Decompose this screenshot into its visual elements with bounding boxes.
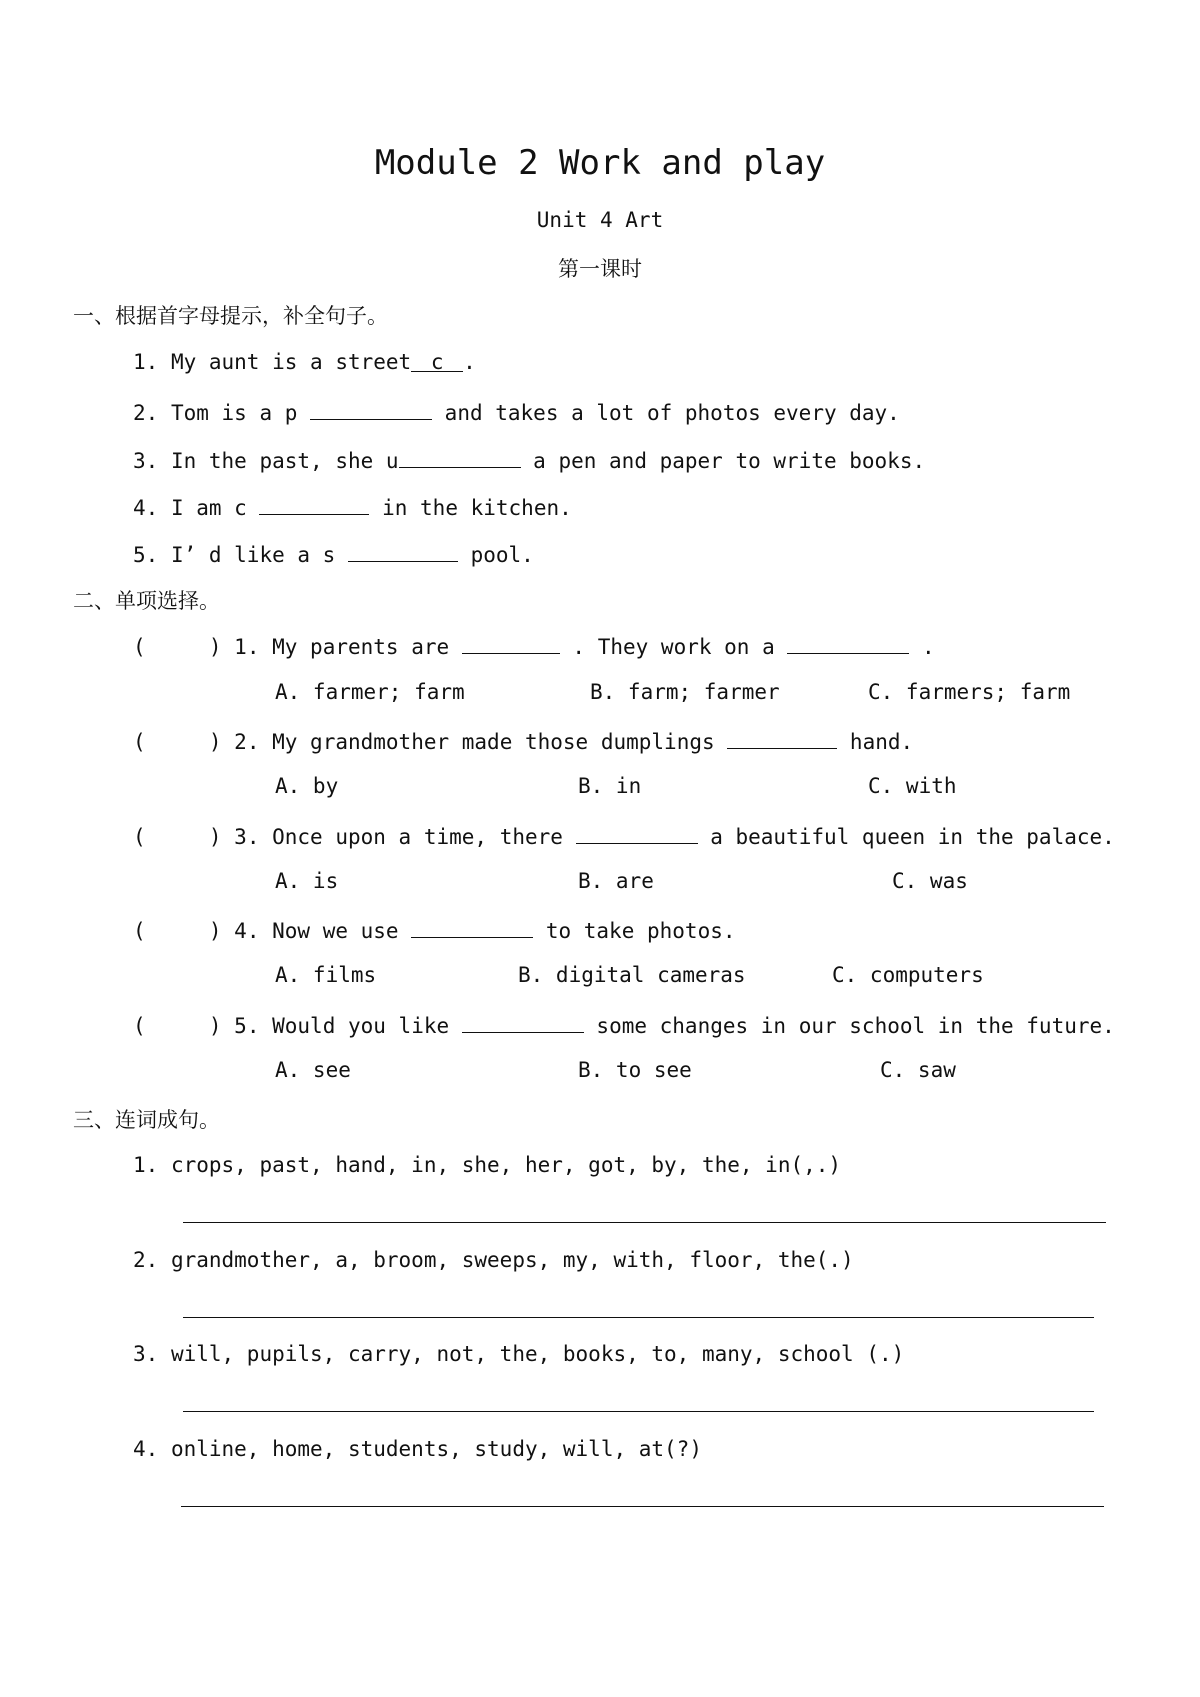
s2-question-4 xyxy=(133,916,736,943)
answer-parens[interactable]: ( ) xyxy=(133,635,222,659)
option-c[interactable]: C. computers xyxy=(832,963,984,987)
option-c[interactable]: C. saw xyxy=(880,1058,956,1082)
item-text: My aunt is a street xyxy=(170,350,412,374)
option-c[interactable]: C. was xyxy=(892,869,968,893)
section1-heading: 一、根据首字母提示，补全句子。 xyxy=(73,304,388,328)
option-b[interactable]: B. are xyxy=(578,869,654,893)
s1-item-2 xyxy=(133,398,900,425)
item-number: 4. xyxy=(234,919,260,943)
item-text: . xyxy=(463,350,476,374)
option-b[interactable]: B. in xyxy=(578,774,642,798)
answer-line[interactable] xyxy=(183,1222,1106,1223)
s3-item-1 xyxy=(133,1153,841,1177)
answer-parens[interactable]: ( ) xyxy=(133,1014,222,1038)
item-number: 3. xyxy=(133,449,159,473)
answer-blank[interactable] xyxy=(462,1011,584,1033)
question-text: some changes in our school in the future. xyxy=(583,1014,1115,1038)
option-a[interactable]: A. by xyxy=(275,774,339,798)
answer-blank[interactable] xyxy=(399,446,521,468)
item-number: 3. xyxy=(133,1342,159,1366)
question-text: a beautiful queen in the palace. xyxy=(697,825,1115,849)
word-list: will, pupils, carry, not, the, books, to, many, school (.) xyxy=(170,1342,905,1366)
section3-heading: 三、连词成句。 xyxy=(73,1108,220,1132)
question-text: hand. xyxy=(837,730,914,754)
answer-line[interactable] xyxy=(181,1506,1104,1507)
s2-question-2 xyxy=(133,727,913,754)
page-title: Module 2 Work and play xyxy=(374,143,826,183)
item-text: and takes a lot of photos every day. xyxy=(432,401,900,425)
question-text: . xyxy=(909,635,935,659)
item-text: pool. xyxy=(457,543,534,567)
item-number: 2. xyxy=(133,1248,159,1272)
option-c[interactable]: C. farmers; farm xyxy=(868,680,1071,704)
answer-blank[interactable] xyxy=(411,916,533,938)
item-number: 2. xyxy=(133,401,159,425)
question-text: Would you like xyxy=(272,1014,462,1038)
answer-parens[interactable]: ( ) xyxy=(133,730,222,754)
s1-item-3 xyxy=(133,446,925,473)
item-number: 2. xyxy=(234,730,260,754)
option-c[interactable]: C. with xyxy=(868,774,957,798)
s2-question-3 xyxy=(133,822,1115,849)
answer-blank[interactable] xyxy=(348,540,458,562)
item-text: I am c xyxy=(170,496,260,520)
answer-blank[interactable] xyxy=(259,493,369,515)
s3-item-2 xyxy=(133,1248,854,1272)
item-number: 1. xyxy=(133,350,159,374)
answer-parens[interactable]: ( ) xyxy=(133,825,222,849)
item-text: Tom is a p xyxy=(170,401,311,425)
question-text: Now we use xyxy=(272,919,412,943)
section2-heading: 二、单项选择。 xyxy=(73,589,220,613)
answer-line[interactable] xyxy=(183,1411,1094,1412)
s2-question-1 xyxy=(133,632,935,659)
item-number: 5. xyxy=(133,543,159,567)
answer-line[interactable] xyxy=(183,1317,1094,1318)
answer-blank[interactable] xyxy=(576,822,698,844)
s3-item-3 xyxy=(133,1342,904,1366)
item-number: 4. xyxy=(133,496,159,520)
item-text: a pen and paper to write books. xyxy=(520,449,926,473)
item-number: 4. xyxy=(133,1437,159,1461)
word-list: online, home, students, study, will, at(?) xyxy=(170,1437,702,1461)
item-text: I’ d like a s xyxy=(170,543,348,567)
question-text: . They work on a xyxy=(559,635,788,659)
option-a[interactable]: A. farmer; farm xyxy=(275,680,465,704)
answer-blank[interactable] xyxy=(462,632,560,654)
question-text: Once upon a time, there xyxy=(272,825,576,849)
s3-item-4 xyxy=(133,1437,702,1461)
unit-subtitle: Unit 4 Art xyxy=(536,208,664,232)
answer-blank[interactable] xyxy=(787,632,909,654)
option-a[interactable]: A. films xyxy=(275,963,377,987)
question-text: My parents are xyxy=(272,635,462,659)
s1-item-1 xyxy=(133,350,476,374)
item-text: in the kitchen. xyxy=(369,496,572,520)
word-list: grandmother, a, broom, sweeps, my, with, floor, the(.) xyxy=(170,1248,854,1272)
item-number: 3. xyxy=(234,825,260,849)
item-number: 5. xyxy=(234,1014,260,1038)
option-a[interactable]: A. see xyxy=(275,1058,351,1082)
option-b[interactable]: B. digital cameras xyxy=(518,963,746,987)
item-number: 1. xyxy=(133,1153,159,1177)
answer-blank[interactable] xyxy=(310,398,432,420)
question-text: My grandmother made those dumplings xyxy=(272,730,728,754)
option-b[interactable]: B. farm; farmer xyxy=(590,680,780,704)
lesson-label: 第一课时 xyxy=(558,257,642,281)
word-list: crops, past, hand, in, she, her, got, by, the, in(,.) xyxy=(170,1153,842,1177)
option-a[interactable]: A. is xyxy=(275,869,339,893)
s1-item-5 xyxy=(133,540,534,567)
answer-parens[interactable]: ( ) xyxy=(133,919,222,943)
item-text: In the past, she u xyxy=(170,449,399,473)
question-text: to take photos. xyxy=(533,919,736,943)
hint-blank[interactable]: c xyxy=(411,350,463,372)
option-b[interactable]: B. to see xyxy=(578,1058,692,1082)
s2-question-5 xyxy=(133,1011,1115,1038)
item-number: 1. xyxy=(234,635,260,659)
s1-item-4 xyxy=(133,493,572,520)
answer-blank[interactable] xyxy=(727,727,837,749)
